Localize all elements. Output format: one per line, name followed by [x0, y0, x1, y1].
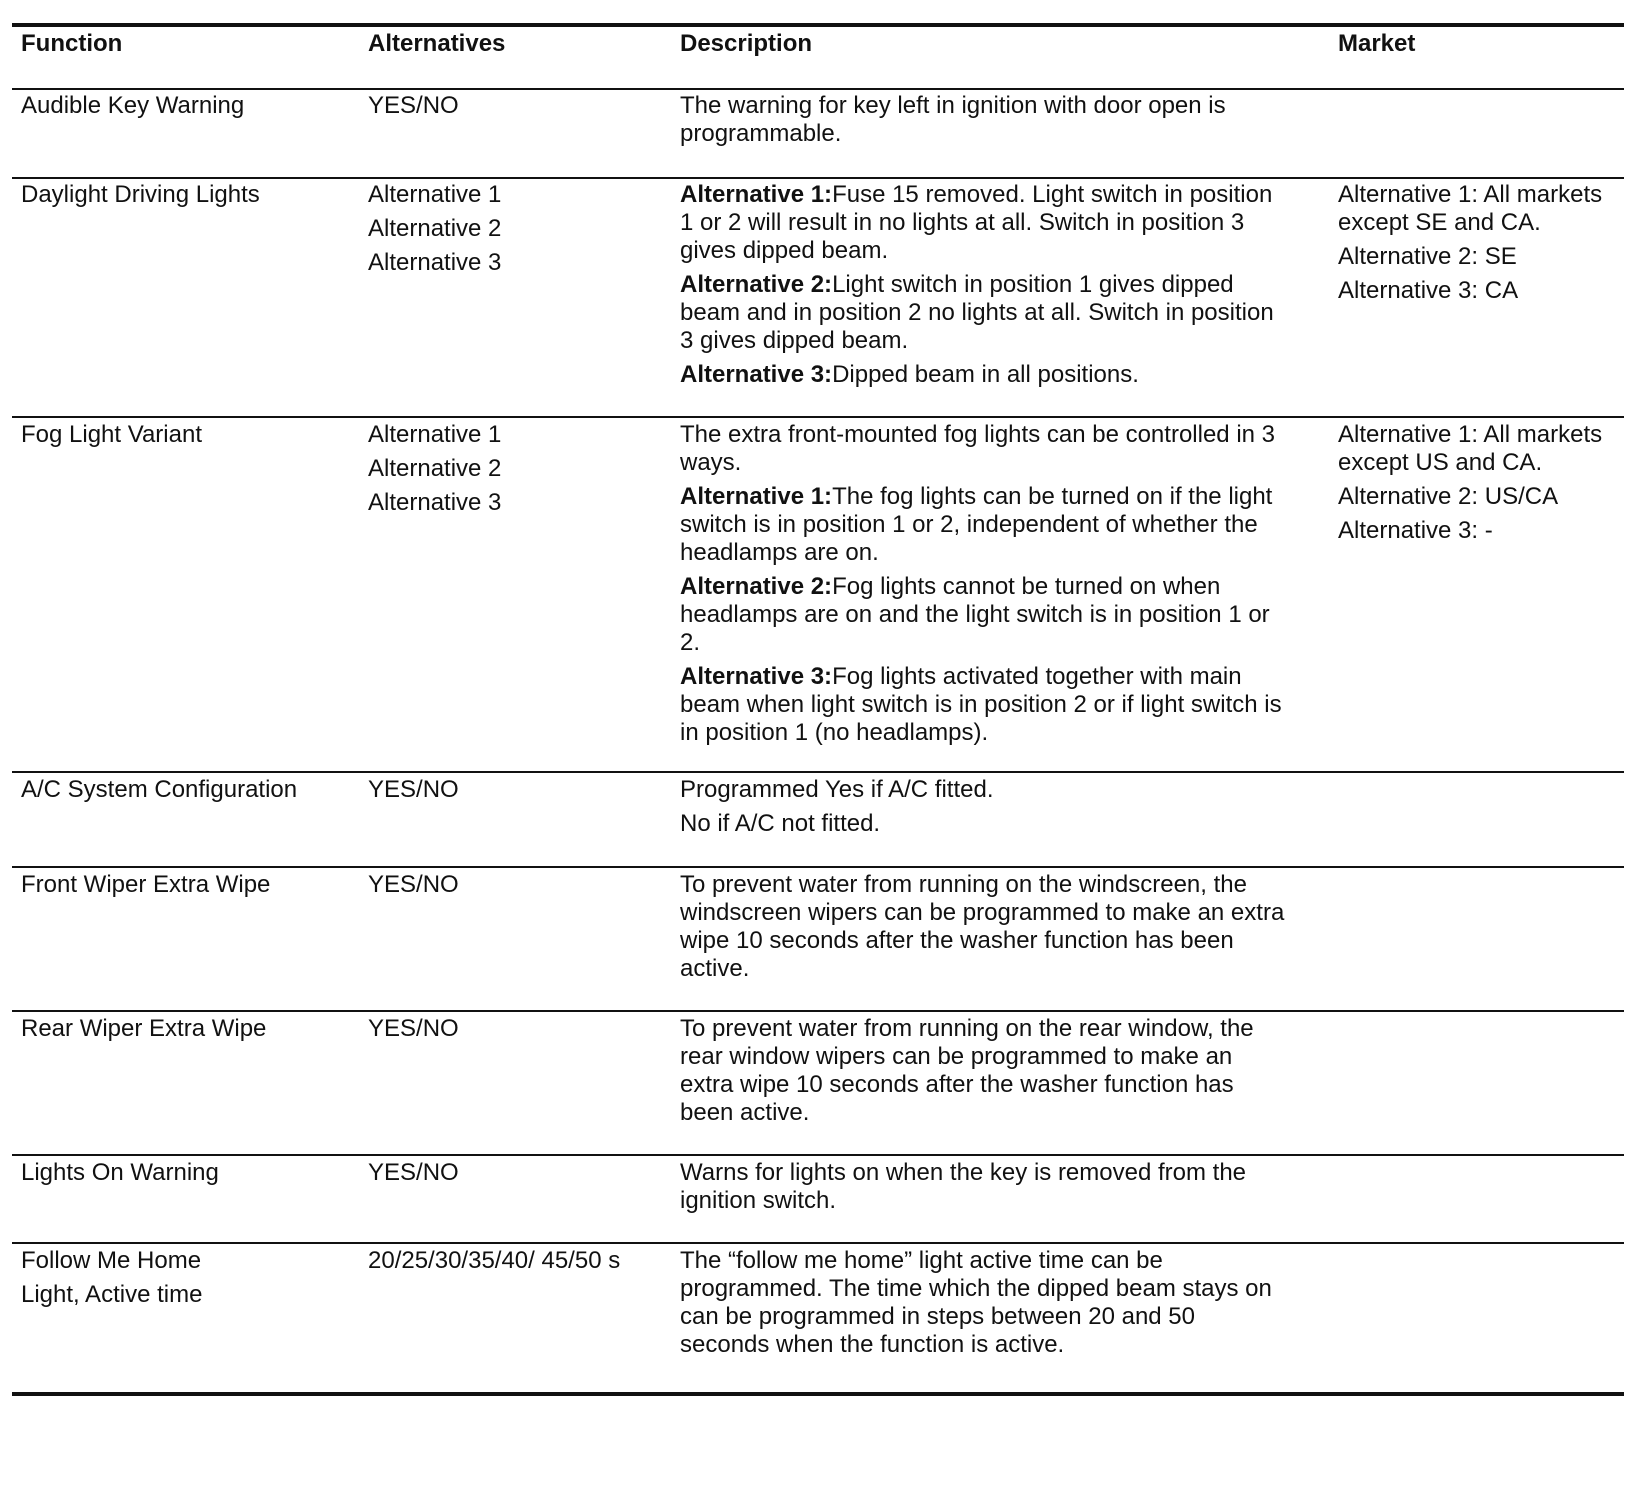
- function-cell: [21, 1247, 361, 1309]
- description-paragraph: [680, 1159, 1340, 1215]
- description-line: [680, 421, 1340, 449]
- description-line: [680, 1159, 1340, 1187]
- description-line: [680, 1071, 1340, 1099]
- description-text: 2.: [680, 629, 701, 656]
- description-text: Programmed Yes if A/C fitted.: [680, 776, 994, 803]
- description-cell: [680, 421, 1340, 747]
- alternative-text: YES/NO: [368, 92, 459, 119]
- description-cell: [680, 776, 1340, 838]
- function-text: Rear Wiper Extra Wipe: [21, 1015, 267, 1042]
- description-cell: [680, 871, 1340, 983]
- description-paragraph: [680, 92, 1340, 148]
- market-entry: [1338, 277, 1628, 305]
- function-text: A/C System Configuration: [21, 776, 298, 803]
- header-function: Function: [21, 30, 123, 57]
- description-line: [680, 1043, 1340, 1071]
- description-text: switch is in position 1 or 2, independent of whether the: [680, 511, 1258, 538]
- description-text: windscreen wipers can be programmed to make an extra: [680, 899, 1285, 926]
- description-text: To prevent water from running on the rear window, the: [680, 1015, 1254, 1042]
- description-text: Light switch in position 1 gives dipped: [832, 271, 1234, 298]
- function-text: Light, Active time: [21, 1281, 203, 1308]
- description-label: Alternative 3:: [680, 663, 833, 690]
- description-line: [680, 449, 1340, 477]
- row-divider: [12, 866, 1624, 868]
- description-label: Alternative 1:: [680, 483, 833, 510]
- description-paragraph: [680, 181, 1340, 265]
- description-line: [680, 1015, 1340, 1043]
- market-text: Alternative 2: SE: [1338, 243, 1517, 270]
- top-rule: [12, 23, 1624, 27]
- description-paragraph: [680, 663, 1340, 747]
- alternatives-cell: [368, 92, 668, 120]
- alternative-text: Alternative 3: [368, 249, 502, 276]
- header-market: Market: [1338, 30, 1416, 57]
- description-paragraph: [680, 1015, 1340, 1127]
- description-text: active.: [680, 955, 750, 982]
- description-line: [680, 539, 1340, 567]
- description-line: [680, 327, 1340, 355]
- function-text: Audible Key Warning: [21, 92, 245, 119]
- description-line: [680, 573, 1340, 601]
- description-text: programmed. The time which the dipped beam stays on: [680, 1275, 1272, 1302]
- row-divider: [12, 1242, 1624, 1244]
- description-line: [680, 1303, 1340, 1331]
- market-cell: [1338, 421, 1628, 545]
- function-cell: [21, 421, 361, 449]
- description-line: [680, 810, 1340, 838]
- description-line: [680, 511, 1340, 539]
- description-text: The fog lights can be turned on if the light: [832, 483, 1273, 510]
- description-text: gives dipped beam.: [680, 237, 889, 264]
- description-text: ways.: [680, 449, 742, 476]
- market-entry: [1338, 243, 1628, 271]
- function-text: Lights On Warning: [21, 1159, 219, 1186]
- description-text: seconds when the function is active.: [680, 1331, 1065, 1358]
- description-text: programmable.: [680, 120, 842, 147]
- row-divider: [12, 1154, 1624, 1156]
- description-paragraph: [680, 271, 1340, 355]
- market-entry: [1338, 517, 1628, 545]
- market-text: Alternative 2: US/CA: [1338, 483, 1559, 510]
- description-paragraph: [680, 810, 1340, 838]
- description-line: [680, 92, 1340, 120]
- description-text: headlamps are on.: [680, 539, 879, 566]
- description-line: [680, 1187, 1340, 1215]
- function-text: Front Wiper Extra Wipe: [21, 871, 271, 898]
- row-divider: [12, 177, 1624, 179]
- description-paragraph: [680, 361, 1340, 389]
- market-cell: [1338, 181, 1628, 305]
- function-cell: [21, 776, 361, 804]
- alternatives-cell: [368, 871, 668, 899]
- description-line: [680, 899, 1340, 927]
- description-text: ignition switch.: [680, 1187, 837, 1214]
- row-divider: [12, 1010, 1624, 1012]
- alternative-text: YES/NO: [368, 871, 459, 898]
- description-line: [680, 237, 1340, 265]
- description-paragraph: [680, 421, 1340, 477]
- row-divider: [12, 416, 1624, 418]
- description-line: [680, 120, 1340, 148]
- description-text: Fog lights cannot be turned on when: [832, 573, 1221, 600]
- description-line: [680, 719, 1340, 747]
- function-text: Fog Light Variant: [21, 421, 202, 448]
- market-text: except SE and CA.: [1338, 209, 1541, 236]
- alternative-text: Alternative 2: [368, 455, 502, 482]
- market-text: Alternative 3: CA: [1338, 277, 1519, 304]
- description-text: rear window wipers can be programmed to make an: [680, 1043, 1233, 1070]
- description-label: Alternative 2:: [680, 271, 833, 298]
- description-label: Alternative 1:: [680, 181, 833, 208]
- function-cell: [21, 1015, 361, 1043]
- header-rule: [12, 88, 1624, 90]
- description-line: [680, 601, 1340, 629]
- description-line: [680, 871, 1340, 899]
- description-line: [680, 209, 1340, 237]
- description-paragraph: [680, 573, 1340, 657]
- description-text: wipe 10 seconds after the washer function has been: [680, 927, 1234, 954]
- alternatives-cell: [368, 181, 668, 277]
- alternatives-cell: [368, 1015, 668, 1043]
- description-text: The warning for key left in ignition with door open is: [680, 92, 1226, 119]
- description-text: Warns for lights on when the key is removed from the: [680, 1159, 1247, 1186]
- description-text: Dipped beam in all positions.: [832, 361, 1139, 388]
- alternatives-cell: [368, 1159, 668, 1187]
- description-text: The “follow me home” light active time can be: [680, 1247, 1163, 1274]
- alternative-text: YES/NO: [368, 1015, 459, 1042]
- description-cell: [680, 1159, 1340, 1215]
- description-line: [680, 181, 1340, 209]
- alternative-text: Alternative 1: [368, 181, 502, 208]
- description-cell: [680, 1247, 1340, 1359]
- header-alternatives: Alternatives: [368, 30, 506, 57]
- description-label: Alternative 2:: [680, 573, 833, 600]
- description-cell: [680, 92, 1340, 148]
- alternative-text: Alternative 2: [368, 215, 502, 242]
- description-text: beam when light switch is in position 2 or if light switch is: [680, 691, 1282, 718]
- function-cell: [21, 92, 361, 120]
- header-description: Description: [680, 30, 813, 57]
- description-line: [680, 299, 1340, 327]
- description-paragraph: [680, 776, 1340, 804]
- function-text: Daylight Driving Lights: [21, 181, 260, 208]
- alternative-text: Alternative 1: [368, 421, 502, 448]
- description-text: Fog lights activated together with main: [832, 663, 1242, 690]
- description-paragraph: [680, 1247, 1340, 1359]
- description-line: [680, 483, 1340, 511]
- alternative-text: YES/NO: [368, 1159, 459, 1186]
- function-cell: [21, 871, 361, 899]
- market-entry: [1338, 421, 1628, 477]
- description-line: [680, 776, 1340, 804]
- row-divider: [12, 771, 1624, 773]
- description-text: been active.: [680, 1099, 810, 1126]
- function-text: Follow Me Home: [21, 1247, 202, 1274]
- description-text: can be programmed in steps between 20 and 50: [680, 1303, 1196, 1330]
- bottom-rule: [12, 1392, 1624, 1396]
- description-line: [680, 955, 1340, 983]
- market-text: except US and CA.: [1338, 449, 1543, 476]
- description-text: The extra front-mounted fog lights can be controlled in 3: [680, 421, 1276, 448]
- description-text: in position 1 (no headlamps).: [680, 719, 989, 746]
- description-line: [680, 663, 1340, 691]
- market-entry: [1338, 483, 1628, 511]
- market-text: Alternative 1: All markets: [1338, 421, 1603, 448]
- description-line: [680, 1247, 1340, 1275]
- description-text: 3 gives dipped beam.: [680, 327, 909, 354]
- description-line: [680, 1331, 1340, 1359]
- description-line: [680, 1275, 1340, 1303]
- description-text: Fuse 15 removed. Light switch in position: [832, 181, 1273, 208]
- alternatives-cell: [368, 776, 668, 804]
- description-line: [680, 927, 1340, 955]
- description-text: headlamps are on and the light switch is in position 1 or: [680, 601, 1270, 628]
- description-line: [680, 629, 1340, 657]
- description-line: [680, 361, 1340, 389]
- description-line: [680, 1099, 1340, 1127]
- alternative-text: YES/NO: [368, 776, 459, 803]
- description-paragraph: [680, 871, 1340, 983]
- description-cell: [680, 1015, 1340, 1127]
- alternative-text: Alternative 3: [368, 489, 502, 516]
- description-label: Alternative 3:: [680, 361, 833, 388]
- description-text: extra wipe 10 seconds after the washer function has: [680, 1071, 1234, 1098]
- description-paragraph: [680, 483, 1340, 567]
- description-text: To prevent water from running on the windscreen, the: [680, 871, 1247, 898]
- alternatives-cell: [368, 1247, 668, 1275]
- description-line: [680, 691, 1340, 719]
- description-text: No if A/C not fitted.: [680, 810, 881, 837]
- alternatives-cell: [368, 421, 668, 517]
- function-cell: [21, 1159, 361, 1187]
- market-text: Alternative 1: All markets: [1338, 181, 1603, 208]
- description-cell: [680, 181, 1340, 389]
- description-text: 1 or 2 will result in no lights at all. Switch in position 3: [680, 209, 1245, 236]
- market-text: Alternative 3: -: [1338, 517, 1493, 544]
- alternative-text: 20/25/30/35/40/ 45/50 s: [368, 1247, 621, 1274]
- description-line: [680, 271, 1340, 299]
- function-cell: [21, 181, 361, 209]
- description-text: beam and in position 2 no lights at all. Switch in position: [680, 299, 1274, 326]
- market-entry: [1338, 181, 1628, 237]
